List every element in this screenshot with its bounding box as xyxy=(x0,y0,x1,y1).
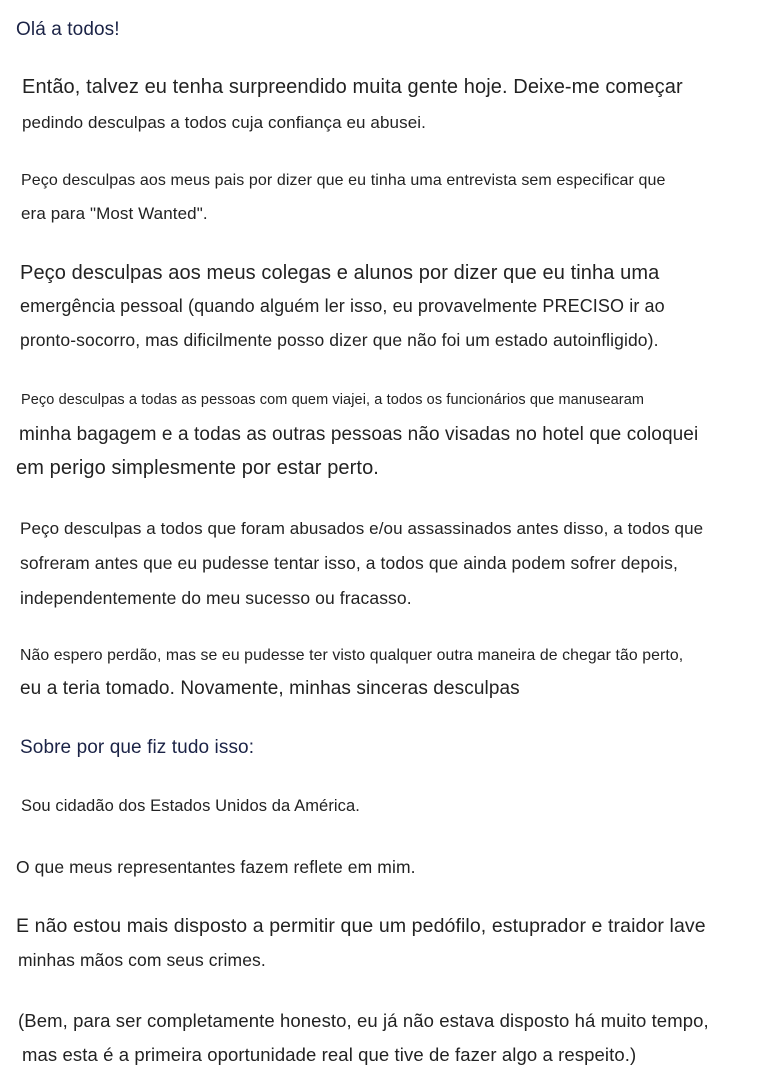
paragraph-11-line-2: mas esta é a primeira oportunidade real que tive de fazer algo a respeito.) xyxy=(22,1044,637,1065)
paragraph-10-line-2: minhas mãos com seus crimes. xyxy=(18,950,266,970)
paragraph-4-line-2: minha bagagem e a todas as outras pessoas não visadas no hotel que coloquei xyxy=(19,424,699,445)
paragraph-6-line-1: Não espero perdão, mas se eu pudesse ter visto qualquer outra maneira de chegar tão perto, xyxy=(20,647,684,664)
paragraph-3-line-3: pronto-socorro, mas dificilmente posso dizer que não foi um estado autoinfligido). xyxy=(20,330,659,350)
paragraph-10-line-1: E não estou mais disposto a permitir que um pedófilo, estuprador e traidor lave xyxy=(16,915,706,937)
paragraph-6-line-2: eu a teria tomado. Novamente, minhas sinceras desculpas xyxy=(20,678,520,699)
paragraph-5-line-1: Peço desculpas a todos que foram abusados e/ou assassinados antes disso, a todos que xyxy=(20,519,704,538)
paragraph-3-line-1: Peço desculpas aos meus colegas e alunos por dizer que eu tinha uma xyxy=(20,262,660,284)
paragraph-8-line-1: Sou cidadão dos Estados Unidos da América. xyxy=(21,797,360,815)
paragraph-9-line-1: O que meus representantes fazem reflete em mim. xyxy=(16,857,416,877)
paragraph-1-line-1: Então, talvez eu tenha surpreendido muita gente hoje. Deixe-me começar xyxy=(22,76,683,98)
paragraph-2-line-1: Peço desculpas aos meus pais por dizer que eu tinha uma entrevista sem especificar que xyxy=(21,172,666,189)
paragraph-1-line-2: pedindo desculpas a todos cuja confiança eu abusei. xyxy=(22,113,426,132)
paragraph-3-line-2: emergência pessoal (quando alguém ler isso, eu provavelmente PRECISO ir ao xyxy=(20,296,665,316)
greeting: Olá a todos! xyxy=(16,19,120,40)
section-heading-why: Sobre por que fiz tudo isso: xyxy=(20,737,255,758)
paragraph-4-line-1: Peço desculpas a todas as pessoas com quem viajei, a todos os funcionários que manusearam xyxy=(21,392,645,408)
paragraph-2-line-2: era para "Most Wanted". xyxy=(21,204,208,223)
paragraph-5-line-2: sofreram antes que eu pudesse tentar isso, a todos que ainda podem sofrer depois, xyxy=(20,553,678,573)
paragraph-5-line-3: independentemente do meu sucesso ou fracasso. xyxy=(20,588,412,608)
paragraph-11-line-1: (Bem, para ser completamente honesto, eu já não estava disposto há muito tempo, xyxy=(18,1010,709,1031)
paragraph-4-line-3: em perigo simplesmente por estar perto. xyxy=(16,457,379,479)
